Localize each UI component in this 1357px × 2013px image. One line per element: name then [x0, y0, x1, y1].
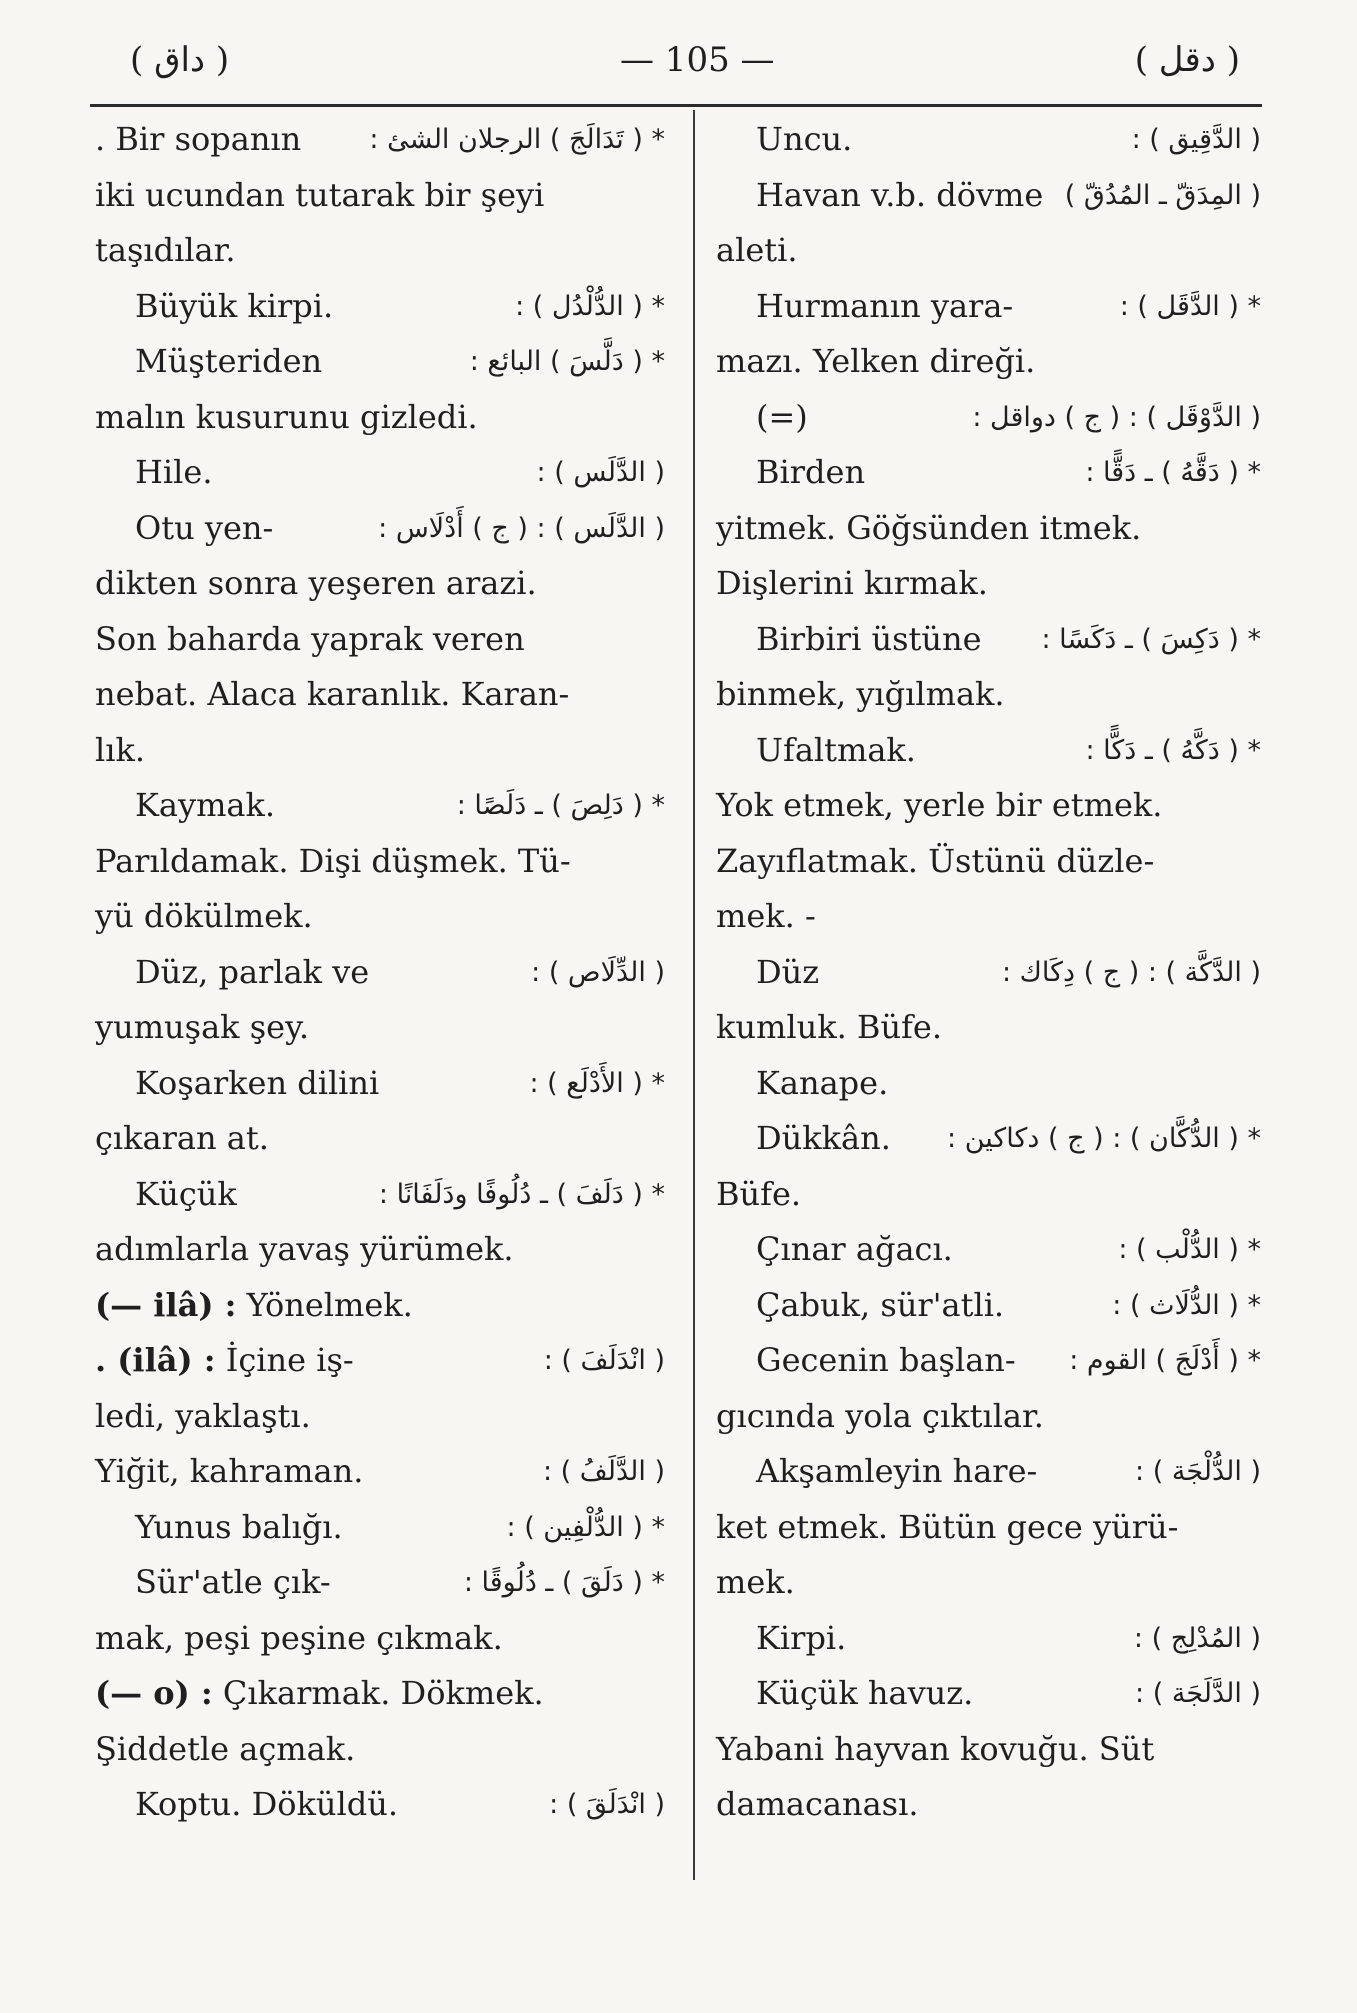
turkish-text: . Bir sopanın — [95, 120, 302, 158]
dictionary-line — [716, 1111, 1261, 1167]
left-root-heading: ( داق ) — [130, 40, 230, 80]
turkish-text: damacanası. — [716, 1785, 919, 1823]
dictionary-line — [716, 1500, 1261, 1556]
dictionary-line — [716, 1555, 1261, 1611]
turkish-text: adımlarla yavaş yürümek. — [95, 1230, 514, 1268]
dictionary-line — [716, 334, 1261, 390]
turkish-text: Büfe. — [716, 1174, 802, 1213]
dictionary-line — [716, 1333, 1261, 1389]
arabic-headword: ( المِدَقّ ـ المُدُقّ ) — [1064, 179, 1261, 211]
right-column — [716, 112, 1261, 1833]
dictionary-line — [95, 1611, 665, 1667]
turkish-text: Uncu. — [756, 120, 853, 158]
turkish-text: Düz — [756, 952, 820, 991]
dictionary-line — [95, 1222, 665, 1278]
dictionary-line — [95, 1555, 665, 1611]
turkish-text: aleti. — [716, 231, 798, 269]
dictionary-line — [716, 612, 1261, 668]
arabic-headword: * ( دَلِصَ ) ـ دَلَصًا : — [456, 790, 665, 821]
arabic-headword: * ( الدَّقَل ) : — [1119, 290, 1261, 322]
arabic-headword: * ( تَدَالَجَ ) الرجلان الشئ : — [369, 124, 665, 155]
turkish-text: gıcında yola çıktılar. — [716, 1396, 1044, 1435]
page-header — [90, 40, 1260, 100]
dictionary-line — [716, 723, 1261, 779]
turkish-text: Yiğit, kahraman. — [95, 1452, 364, 1490]
dictionary-line — [95, 1000, 665, 1056]
turkish-text: İçine iş- — [215, 1341, 354, 1379]
turkish-text: Koşarken dilini — [135, 1063, 380, 1102]
turkish-text: Gecenin başlan- — [756, 1341, 1016, 1379]
dictionary-line — [95, 1278, 665, 1334]
arabic-headword: ( الدَّلَجَة ) : — [1135, 1678, 1261, 1709]
turkish-text: Sür'atle çık- — [135, 1563, 331, 1601]
dictionary-line — [716, 889, 1261, 945]
turkish-text: Çınar ağacı. — [756, 1230, 953, 1268]
dictionary-line — [95, 279, 665, 335]
turkish-text: Düz, parlak ve — [135, 952, 370, 991]
turkish-text: mak, peşi peşine çıkmak. — [95, 1618, 503, 1657]
dictionary-line — [716, 1722, 1261, 1778]
dictionary-line — [716, 223, 1261, 279]
turkish-text: Yok etmek, yerle bir etmek. — [716, 786, 1163, 824]
turkish-text: Dükkân. — [756, 1119, 891, 1157]
turkish-text: ket etmek. Bütün gece yürü- — [716, 1507, 1179, 1546]
dictionary-line — [95, 612, 665, 668]
turkish-text: (=) — [756, 397, 808, 436]
turkish-text: Büyük kirpi. — [135, 286, 334, 325]
turkish-text: Koptu. Döküldü. — [135, 1785, 399, 1823]
turkish-text: yumuşak şey. — [95, 1008, 310, 1046]
dictionary-line — [716, 1444, 1261, 1500]
arabic-headword: ( الدُّلْجَة ) : — [1135, 1456, 1261, 1487]
dictionary-line — [716, 556, 1261, 612]
dictionary-line — [716, 945, 1261, 1001]
turkish-text: taşıdılar. — [95, 231, 236, 269]
right-root-heading: ( دقل ) — [1134, 40, 1240, 80]
turkish-text: malın kusurunu gizledi. — [95, 397, 478, 436]
arabic-headword: * ( أَدْلَجَ ) القوم : — [1069, 1345, 1261, 1376]
dictionary-line — [716, 1389, 1261, 1445]
turkish-text: Yunus balığı. — [135, 1507, 343, 1546]
column-divider — [693, 110, 695, 1880]
turkish-text: Küçük havuz. — [756, 1674, 974, 1712]
dictionary-line — [95, 1111, 665, 1167]
left-column — [95, 112, 665, 1833]
turkish-text: Yönelmek. — [236, 1285, 413, 1324]
dictionary-line — [716, 778, 1261, 834]
turkish-text: Havan v.b. dövme — [756, 175, 1044, 214]
dictionary-line — [95, 1444, 665, 1500]
turkish-text: kumluk. Büfe. — [716, 1008, 942, 1046]
turkish-text: Küçük — [135, 1174, 237, 1213]
turkish-text: Yabani hayvan kovuğu. Süt — [716, 1729, 1155, 1768]
turkish-text: ledi, yaklaştı. — [95, 1396, 311, 1435]
turkish-text: iki ucundan tutarak bir şeyi — [95, 175, 545, 214]
dictionary-line — [95, 778, 665, 834]
turkish-text: yü dökülmek. — [95, 897, 313, 935]
turkish-text: dikten sonra yeşeren arazi. — [95, 564, 537, 602]
dictionary-line — [716, 1777, 1261, 1833]
turkish-text: Hurmanın yara- — [756, 286, 1014, 325]
dictionary-line — [716, 1666, 1261, 1722]
arabic-headword: ( الدَّلَفُ ) : — [543, 1456, 665, 1487]
arabic-headword: ( الدَّكَّة ) : ( ج ) دِكَاك : — [1001, 956, 1261, 988]
dictionary-line — [716, 1278, 1261, 1334]
arabic-headword: * ( دَلَقَ ) ـ دُلُوقًا : — [463, 1567, 665, 1598]
arabic-headword: ( الدَّقِيق ) : — [1131, 124, 1261, 155]
dictionary-line — [716, 834, 1261, 890]
dictionary-line — [716, 1000, 1261, 1056]
dictionary-line — [95, 1666, 665, 1722]
arabic-headword: * ( دَلَّسَ ) البائع : — [469, 346, 665, 377]
dictionary-line — [95, 1500, 665, 1556]
dictionary-line — [716, 168, 1261, 224]
turkish-text: Kirpi. — [756, 1618, 847, 1657]
turkish-text: Ufaltmak. — [756, 730, 916, 769]
dictionary-line — [716, 667, 1261, 723]
arabic-headword: * ( الأَدْلَع ) : — [529, 1067, 665, 1099]
turkish-text: Müşteriden — [135, 342, 323, 380]
turkish-text: Parıldamak. Dişi düşmek. Tü- — [95, 841, 571, 880]
dictionary-line — [95, 445, 665, 501]
bold-sense-marker: (— ilâ) : — [95, 1285, 237, 1324]
arabic-headword: ( انْدَلَفَ ) : — [543, 1345, 665, 1376]
dictionary-line — [95, 168, 665, 224]
turkish-text: lık. — [95, 730, 146, 769]
arabic-headword: * ( دَلَفَ ) ـ دُلُوفًا ودَلَفَانًا : — [378, 1178, 665, 1210]
dictionary-line — [95, 834, 665, 890]
arabic-headword: * ( الدُّلْفِين ) : — [506, 1511, 665, 1543]
turkish-text: mek. - — [716, 897, 816, 935]
bold-sense-marker: (— o) : — [95, 1674, 213, 1712]
dictionary-line — [716, 1167, 1261, 1223]
dictionary-line — [716, 1056, 1261, 1112]
dictionary-line — [716, 445, 1261, 501]
turkish-text: Çabuk, sür'atli. — [756, 1285, 1005, 1324]
turkish-text: mek. — [716, 1563, 795, 1601]
arabic-headword: ( انْدَلَقَ ) : — [549, 1789, 665, 1820]
turkish-text: Kanape. — [756, 1063, 889, 1102]
turkish-text: Zayıflatmak. Üstünü düzle- — [716, 841, 1155, 880]
dictionary-line — [95, 723, 665, 779]
turkish-text: Çıkarmak. Dökmek. — [212, 1674, 544, 1712]
arabic-headword: ( الدَّوْقَل ) : ( ج ) دواقل : — [972, 401, 1261, 433]
turkish-text: Şiddetle açmak. — [95, 1729, 356, 1768]
turkish-text: çıkaran at. — [95, 1119, 269, 1157]
turkish-text: Birbiri üstüne — [756, 619, 982, 658]
arabic-headword: * ( الدُّلْب ) : — [1118, 1234, 1261, 1265]
dictionary-line — [716, 390, 1261, 446]
arabic-headword: ( الدِّلَاص ) : — [531, 956, 665, 988]
arabic-headword: ( المُدْلِج ) : — [1133, 1622, 1261, 1654]
arabic-headword: * ( دَكَّهُ ) ـ دَكًّا : — [1085, 734, 1261, 766]
dictionary-line — [95, 334, 665, 390]
header-rule — [90, 104, 1262, 107]
turkish-text: binmek, yığılmak. — [716, 675, 1005, 713]
dictionary-line — [95, 223, 665, 279]
turkish-text: Son baharda yaprak veren — [95, 619, 525, 658]
dictionary-line — [95, 112, 665, 168]
dictionary-line — [716, 279, 1261, 335]
turkish-text: Birden — [756, 453, 866, 491]
dictionary-line — [95, 1389, 665, 1445]
turkish-text: Kaymak. — [135, 786, 276, 824]
dictionary-line — [95, 1056, 665, 1112]
arabic-headword: * ( الدُّلْدُل ) : — [515, 290, 665, 322]
turkish-text: Akşamleyin hare- — [756, 1452, 1038, 1490]
dictionary-line — [95, 390, 665, 446]
dictionary-line — [95, 1722, 665, 1778]
dictionary-line — [95, 501, 665, 557]
dictionary-line — [95, 945, 665, 1001]
turkish-text: Dişlerini kırmak. — [716, 564, 988, 602]
dictionary-line — [716, 112, 1261, 168]
bold-sense-marker: . (ilâ) : — [95, 1341, 216, 1379]
turkish-text: Hile. — [135, 453, 213, 491]
turkish-text: nebat. Alaca karanlık. Karan- — [95, 675, 570, 713]
arabic-headword: * ( الدُّكَّان ) : ( ج ) دكاكين : — [947, 1123, 1261, 1154]
dictionary-line — [716, 1611, 1261, 1667]
dictionary-line — [95, 667, 665, 723]
dictionary-line — [95, 556, 665, 612]
turkish-text: mazı. Yelken direği. — [716, 342, 1036, 380]
dictionary-line — [716, 1222, 1261, 1278]
dictionary-line — [95, 889, 665, 945]
arabic-headword: * ( دَكِسَ ) ـ دَكَسًا : — [1041, 623, 1261, 655]
dictionary-line — [95, 1333, 665, 1389]
dictionary-line — [716, 501, 1261, 557]
turkish-text: Otu yen- — [135, 508, 274, 547]
page-number: — 105 — — [620, 40, 775, 80]
arabic-headword: * ( دَقَّهُ ) ـ دَقًّا : — [1085, 457, 1261, 488]
arabic-headword: * ( الدُّلَاث ) : — [1112, 1289, 1261, 1321]
turkish-text: yitmek. Göğsünden itmek. — [716, 508, 1142, 547]
arabic-headword: ( الدَّلَس ) : ( ج ) أَدْلَاس : — [378, 512, 665, 544]
dictionary-line — [95, 1777, 665, 1833]
arabic-headword: ( الدَّلَس ) : — [536, 457, 665, 488]
dictionary-line — [95, 1167, 665, 1223]
